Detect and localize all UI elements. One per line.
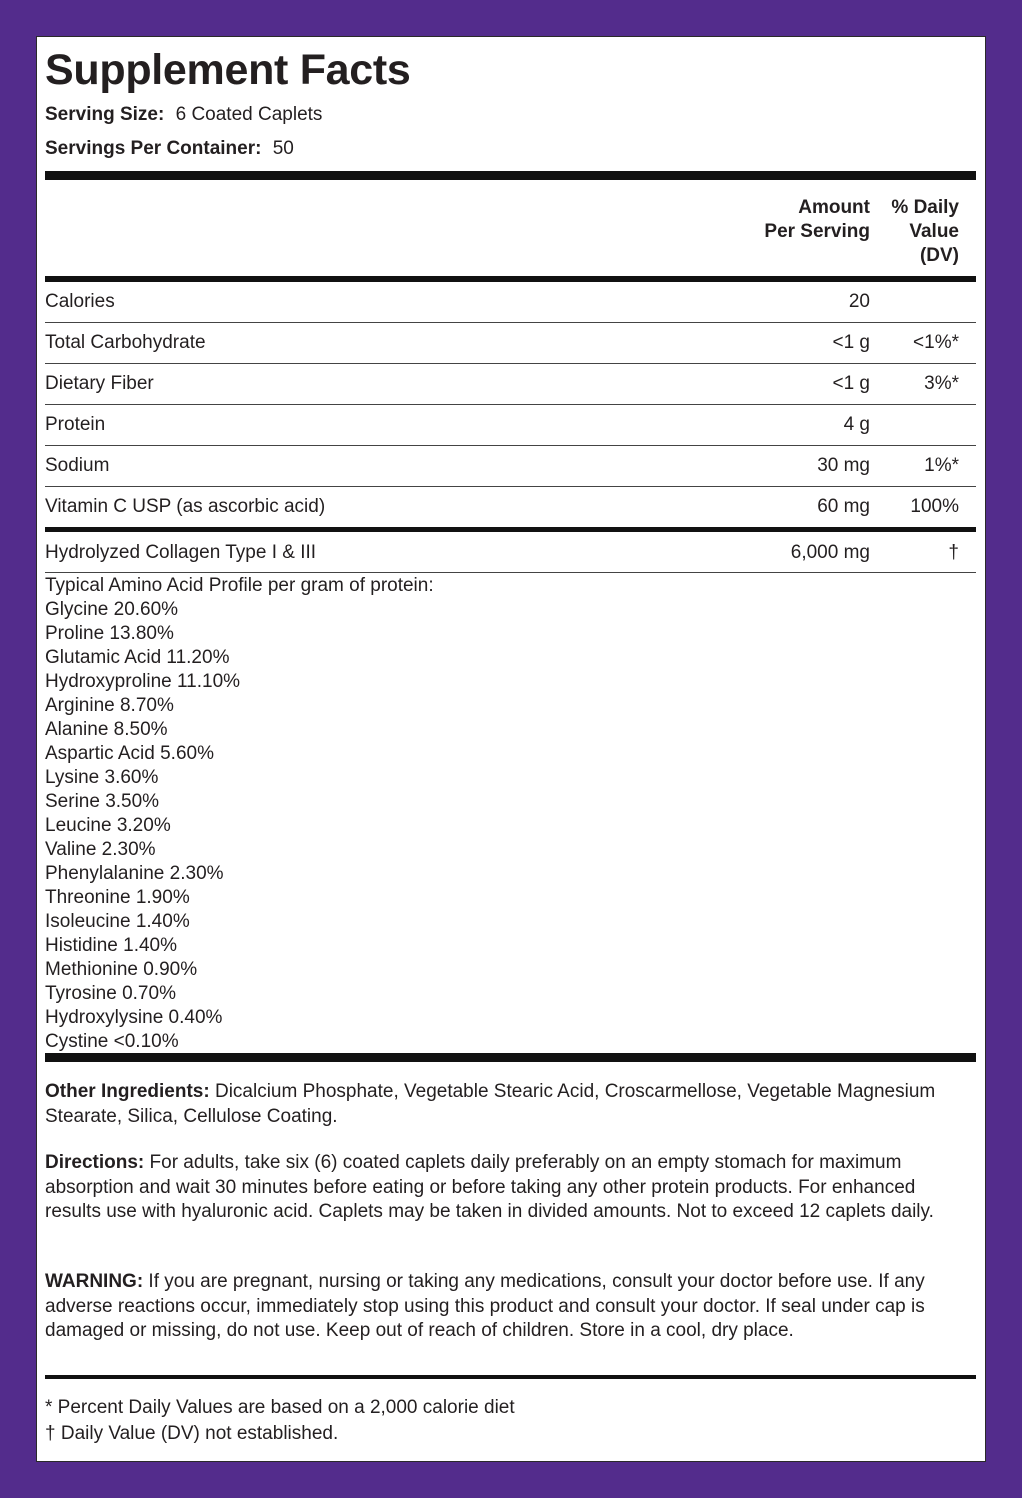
amino-acid-item: Aspartic Acid 5.60% [45, 743, 214, 764]
panel-content [45, 37, 976, 1461]
collagen-name: Hydrolyzed Collagen Type I & III [45, 542, 317, 563]
footnote-dv-not-established: † Daily Value (DV) not established. [45, 1423, 339, 1444]
nutrient-name: Protein [45, 414, 106, 435]
nutrient-row [45, 405, 976, 445]
nutrient-amount: <1 g [832, 332, 870, 353]
amino-acid-item: Proline 13.80% [45, 623, 174, 644]
nutrient-name: Dietary Fiber [45, 373, 154, 394]
footnote-percent-dv: * Percent Daily Values are based on a 2,000 calorie diet [45, 1397, 515, 1418]
amino-acid-item: Phenylalanine 2.30% [45, 863, 224, 884]
nutrient-name: Sodium [45, 455, 110, 476]
amino-acid-profile [45, 574, 434, 1054]
amount-per-serving-header: Amount Per Serving [764, 197, 870, 242]
amino-acid-item: Lysine 3.60% [45, 767, 159, 788]
supplement-facts-panel [36, 36, 986, 1462]
amino-acid-item: Arginine 8.70% [45, 695, 174, 716]
servings-per-container [45, 137, 294, 161]
daily-value-header: % Daily Value (DV) [891, 197, 959, 266]
nutrient-amount: 20 [848, 291, 870, 312]
amino-acid-item: Leucine 3.20% [45, 815, 171, 836]
other-ingredients-text: Dicalcium Phosphate, Vegetable Stearic Acid, Croscarmellose, Vegetable Magnesium Stearate, Silica, Cellulose Coating. [45, 1081, 936, 1127]
serving-size [45, 103, 322, 127]
nutrient-amount: 30 mg [817, 455, 870, 476]
collagen-daily-value: † [948, 542, 959, 563]
serving-size-label: Serving Size: [45, 104, 165, 125]
nutrient-amount: 4 g [843, 414, 870, 435]
amino-acid-item: Threonine 1.90% [45, 887, 190, 908]
collagen-row [45, 533, 976, 573]
panel-title: Supplement Facts [45, 46, 411, 94]
nutrient-amount: 60 mg [817, 496, 870, 517]
nutrient-row [45, 323, 976, 363]
amino-acid-item: Hydroxylysine 0.40% [45, 1007, 223, 1028]
footnote-divider [45, 1375, 976, 1379]
collagen-amount: 6,000 mg [790, 542, 870, 563]
amino-acid-item: Serine 3.50% [45, 791, 160, 812]
nutrient-name: Calories [45, 291, 115, 312]
directions [45, 1151, 976, 1225]
nutrient-name: Vitamin C USP (as ascorbic acid) [45, 496, 326, 517]
amino-acid-item: Tyrosine 0.70% [45, 983, 176, 1004]
warning-text: If you are pregnant, nursing or taking any medications, consult your doctor before use. If any adverse reactions occur, immediately stop using this product and consult your doctor. If seal under cap is damaged or missing, do not use. Keep out of reach of children. Store in a cool, dry place. [45, 1271, 925, 1341]
vitamin-divider [45, 527, 976, 532]
nutrient-row [45, 282, 976, 322]
amino-acid-item: Glutamic Acid 11.20% [45, 647, 230, 668]
other-ingredients-label: Other Ingredients: [45, 1081, 210, 1102]
nutrient-daily-value: 100% [910, 496, 959, 517]
warning [45, 1270, 976, 1344]
servings-per-container-label: Servings Per Container: [45, 138, 262, 159]
row-divider [45, 572, 976, 573]
amino-acid-item: Isoleucine 1.40% [45, 911, 190, 932]
directions-text: For adults, take six (6) coated caplets daily preferably on an empty stomach for maximum absorption and wait 30 minutes before eating or before taking any other protein products. For enhanced results use with hyaluronic acid. Caplets may be taken in divided amounts. Not to exceed 12 caplets daily. [45, 1152, 934, 1222]
amino-acid-item: Glycine 20.60% [45, 599, 179, 620]
amino-acid-list [45, 598, 434, 1054]
amino-acid-item: Cystine <0.10% [45, 1031, 179, 1052]
directions-label: Directions: [45, 1152, 145, 1173]
nutrient-name: Total Carbohydrate [45, 332, 206, 353]
amino-acid-item: Histidine 1.40% [45, 935, 178, 956]
amino-profile-heading: Typical Amino Acid Profile per gram of protein: [45, 575, 434, 596]
nutrient-daily-value: 1%* [924, 455, 959, 476]
amino-acid-item: Methionine 0.90% [45, 959, 198, 980]
thick-divider [45, 1053, 976, 1062]
nutrient-row [45, 487, 976, 527]
nutrient-row [45, 446, 976, 486]
thick-divider [45, 171, 976, 180]
amino-acid-item: Hydroxyproline 11.10% [45, 671, 241, 692]
amino-acid-item: Valine 2.30% [45, 839, 156, 860]
nutrient-daily-value: 3%* [924, 373, 959, 394]
warning-label: WARNING: [45, 1271, 144, 1292]
nutrient-row [45, 364, 976, 404]
nutrient-daily-value: <1%* [913, 332, 959, 353]
nutrient-amount: <1 g [832, 373, 870, 394]
other-ingredients [45, 1080, 976, 1129]
amino-acid-item: Alanine 8.50% [45, 719, 168, 740]
servings-per-container-value: 50 [272, 138, 294, 159]
serving-size-value: 6 Coated Caplets [175, 104, 323, 125]
